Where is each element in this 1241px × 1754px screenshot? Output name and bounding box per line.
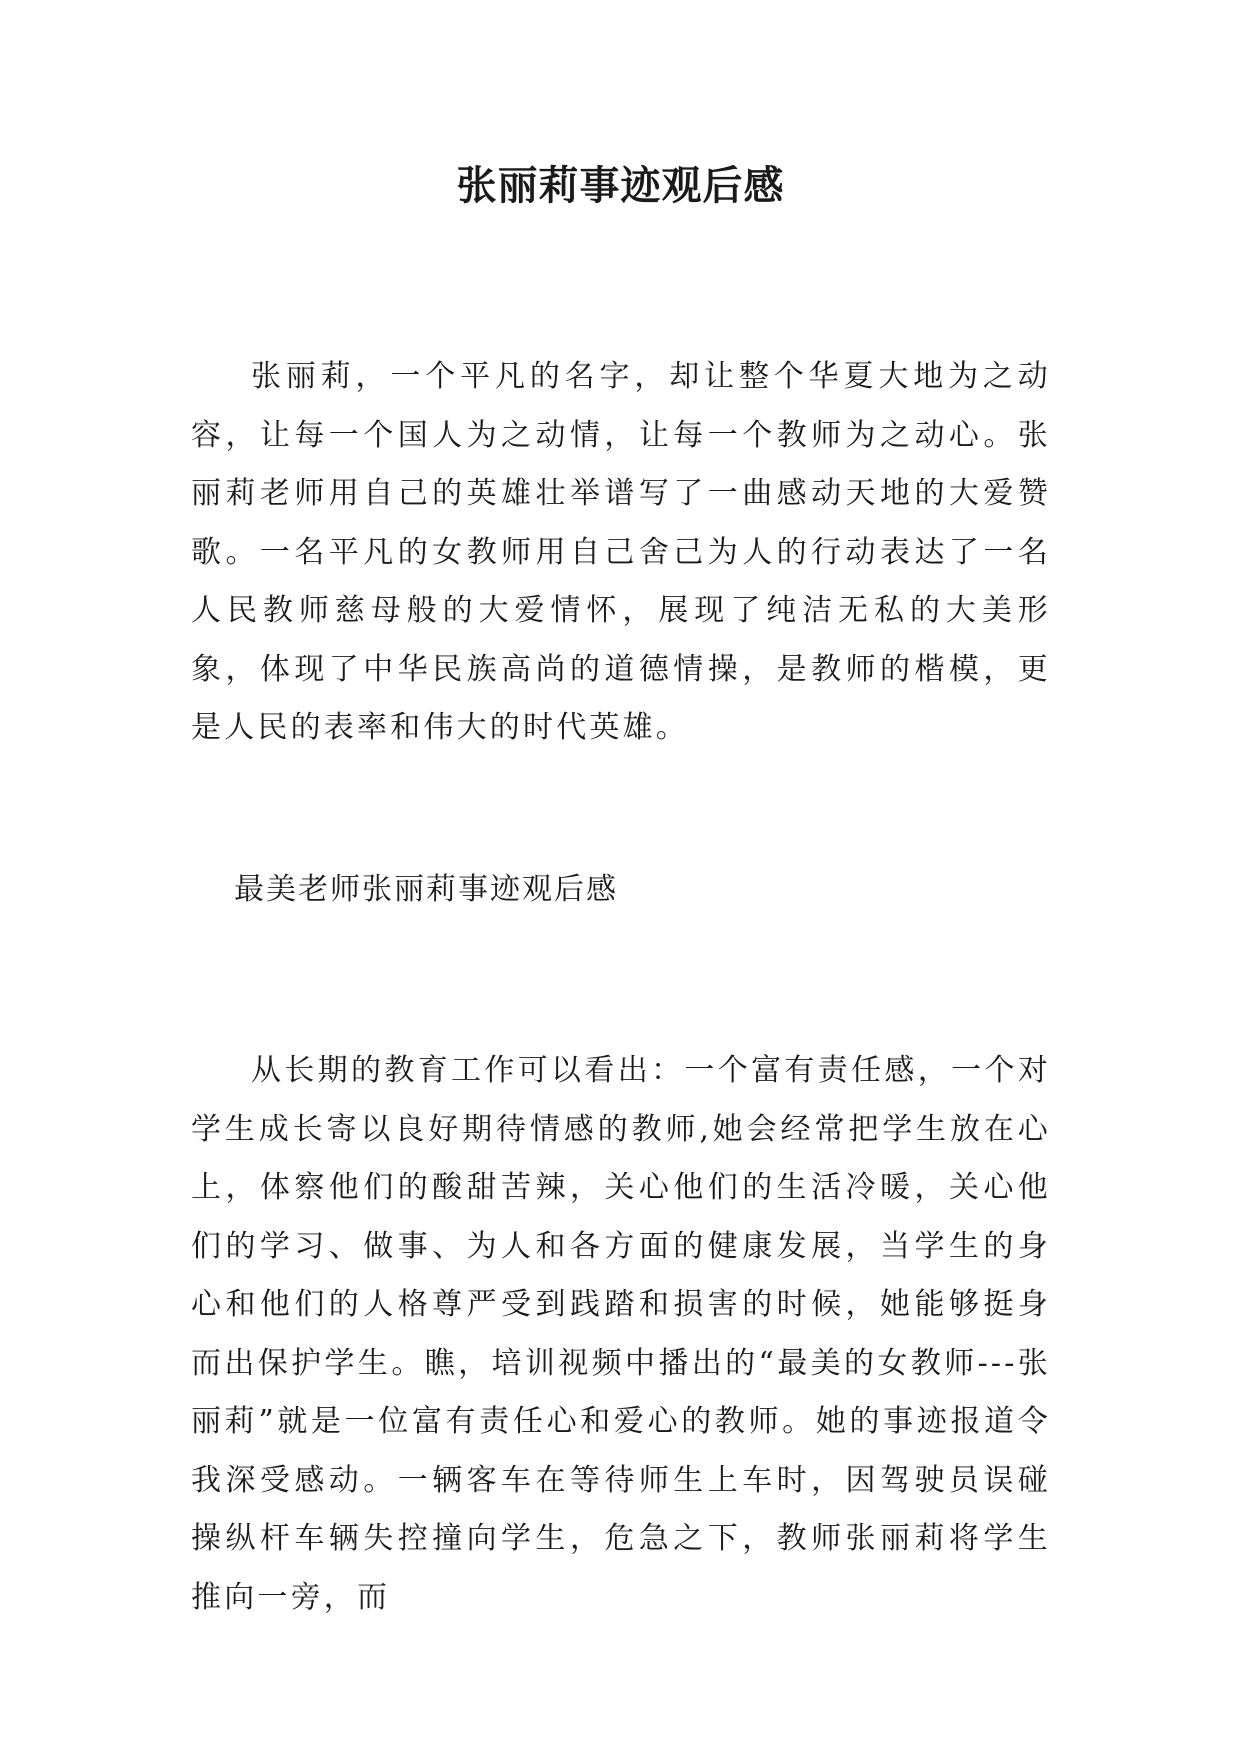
section-subheading: 最美老师张丽莉事迹观后感: [234, 872, 618, 907]
paragraph-intro: 张丽莉，一个平凡的名字，却让整个华夏大地为之动容，让每一个国人为之动情，让每一个教师为之动心。张丽莉老师用自己的英雄壮举谱写了一曲感动天地的大爱赞歌。一名平凡的女教师用自己舍己为人的行动表达了一名人民教师慈母般的大爱情怀，展现了纯洁无私的大美形象，体现了中华民族高尚的道德情操，是教师的楷模，更是人民的表率和伟大的时代英雄。: [191, 359, 1051, 745]
document-title: 张丽莉事迹观后感: [456, 162, 785, 209]
paragraph-body: 从长期的教育工作可以看出：一个富有责任感，一个对学生成长寄以良好期待情感的教师,她会经常把学生放在心上，体察他们的酸甜苦辣，关心他们的生活冷暖，关心他们的学习、做事、为人和各方面的健康发展，当学生的身心和他们的人格尊严受到践踏和损害的时候，她能够挺身而出保护学生。瞧，培训视频中播出的“最美的女教师---张丽莉”就是一位富有责任心和爱心的教师。她的事迹报道令我深受感动。一辆客车在等待师生上车时，因驾驶员误碰操纵杆车辆失控撞向学生，危急之下，教师张丽莉将学生推向一旁，而: [191, 1053, 1051, 1615]
